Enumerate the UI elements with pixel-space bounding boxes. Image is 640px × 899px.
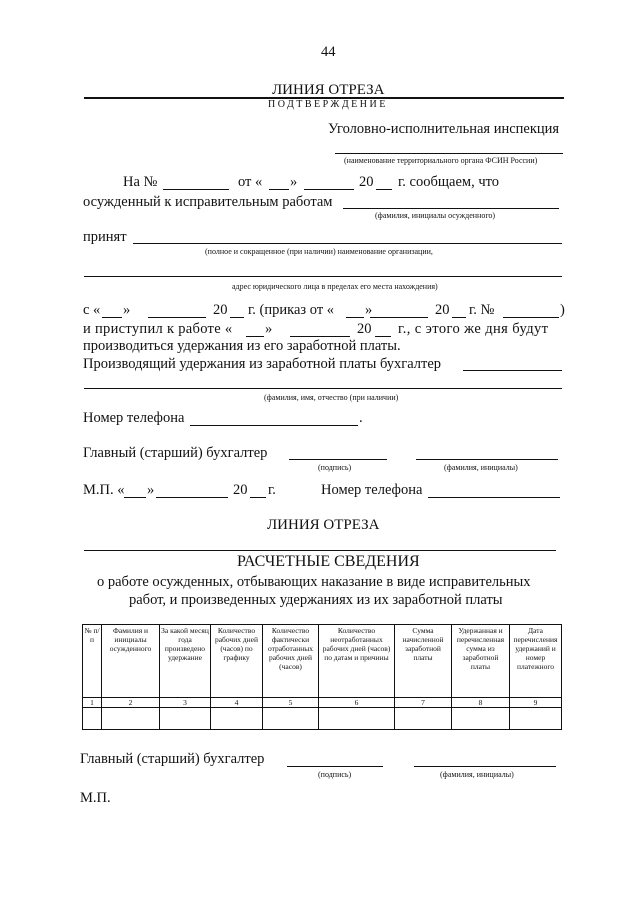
signature-caption: (подпись) bbox=[318, 463, 352, 472]
column-number: 1 bbox=[83, 698, 102, 708]
accountant-name-caption: (фамилия, имя, отчество (при наличии) bbox=[264, 393, 399, 402]
organization-field[interactable] bbox=[133, 243, 562, 244]
na-number-label: На № bbox=[123, 174, 158, 190]
started-work-text: и приступил к работе « bbox=[83, 321, 233, 337]
cut-line-divider-2 bbox=[84, 550, 556, 551]
day-field[interactable] bbox=[269, 189, 289, 190]
column-number: 2 bbox=[102, 698, 160, 708]
phone-dot: . bbox=[359, 410, 363, 426]
table-cell[interactable] bbox=[83, 708, 102, 730]
order-number-field[interactable] bbox=[503, 317, 559, 318]
table-header-row bbox=[83, 625, 562, 698]
header-cell: Удержанная и перечисленная сумма из заработной платы bbox=[452, 625, 510, 698]
table-cell[interactable] bbox=[395, 708, 452, 730]
mp-day-field[interactable] bbox=[124, 497, 146, 498]
chief-accountant-label-2: Главный (старший) бухгалтер bbox=[80, 751, 265, 767]
table-cell[interactable] bbox=[510, 708, 562, 730]
work-start-month-field[interactable] bbox=[290, 336, 350, 337]
mp-year-field[interactable] bbox=[250, 497, 266, 498]
page-number: 44 bbox=[321, 44, 336, 60]
calc-title: РАСЧЕТНЫЕ СВЕДЕНИЯ bbox=[237, 553, 420, 570]
column-number: 5 bbox=[263, 698, 319, 708]
header-cell: № п/п bbox=[83, 625, 102, 698]
signature-caption-2: (подпись) bbox=[318, 770, 352, 779]
table-row[interactable] bbox=[83, 708, 562, 730]
convict-name-field[interactable] bbox=[343, 208, 559, 209]
column-number: 6 bbox=[319, 698, 395, 708]
deductions-text: производиться удержания из его заработной платы. bbox=[83, 338, 401, 354]
column-number: 9 bbox=[510, 698, 562, 708]
initials-caption: (фамилия, инициалы) bbox=[444, 463, 518, 472]
header-cell: За какой месяц года произведено удержание bbox=[160, 625, 211, 698]
phone-label-2: Номер телефона bbox=[321, 482, 423, 498]
calc-subtitle-2: работ, и произведенных удержаниях из их заработной платы bbox=[129, 592, 503, 608]
year-prefix-3: 20 bbox=[435, 302, 450, 318]
organization-caption: (полное и сокращенное (при наличии) наименование организации, bbox=[205, 247, 433, 256]
accountant-field-2[interactable] bbox=[84, 388, 562, 389]
header-cell: Количество фактически отработанных рабочих дней (часов) bbox=[263, 625, 319, 698]
table-number-row bbox=[83, 698, 562, 708]
mp-date-label: М.П. « bbox=[83, 482, 125, 498]
table-cell[interactable] bbox=[319, 708, 395, 730]
order-year-field[interactable] bbox=[452, 317, 466, 318]
table-cell[interactable] bbox=[102, 708, 160, 730]
accepted-label: принят bbox=[83, 229, 127, 245]
initials-caption-2: (фамилия, инициалы) bbox=[440, 770, 514, 779]
quote-close-3: » bbox=[365, 302, 373, 318]
header-cell: Фамилия и инициалы осужденного bbox=[102, 625, 160, 698]
convict-name-caption: (фамилия, инициалы осужденного) bbox=[375, 211, 496, 220]
month-field[interactable] bbox=[304, 189, 354, 190]
calc-table bbox=[82, 624, 562, 730]
year-field[interactable] bbox=[376, 189, 392, 190]
year-prefix-4: 20 bbox=[357, 321, 372, 337]
order-day-field[interactable] bbox=[346, 317, 364, 318]
start-year-field[interactable] bbox=[230, 317, 244, 318]
quote-close-2: » bbox=[123, 302, 131, 318]
convict-text: осужденный к исправительным работам bbox=[83, 194, 333, 210]
mp-month-field[interactable] bbox=[156, 497, 228, 498]
phone-field[interactable] bbox=[190, 425, 358, 426]
confirmation-label: ПОДТВЕРЖДЕНИЕ bbox=[268, 99, 388, 110]
quote-close-4: » bbox=[265, 321, 273, 337]
phone-label: Номер телефона bbox=[83, 410, 185, 426]
header-cell: Количество рабочих дней (часов) по графику bbox=[211, 625, 263, 698]
number-field[interactable] bbox=[163, 189, 229, 190]
table-cell[interactable] bbox=[263, 708, 319, 730]
inspection-name: Уголовно-исполнительная инспекция bbox=[328, 121, 560, 137]
order-month-field[interactable] bbox=[370, 317, 428, 318]
start-day-field[interactable] bbox=[102, 317, 122, 318]
order-number-label: г. № bbox=[469, 302, 495, 318]
from-label: от « bbox=[238, 174, 263, 190]
start-month-field[interactable] bbox=[148, 317, 206, 318]
work-start-day-field[interactable] bbox=[246, 336, 264, 337]
column-number: 8 bbox=[452, 698, 510, 708]
quote-close: » bbox=[290, 174, 298, 190]
chief-name-field[interactable] bbox=[416, 459, 558, 460]
chief-name-field-2[interactable] bbox=[414, 766, 556, 767]
quote-close-5: » bbox=[147, 482, 155, 498]
table-cell[interactable] bbox=[452, 708, 510, 730]
year-prefix-5: 20 bbox=[233, 482, 248, 498]
table-cell[interactable] bbox=[160, 708, 211, 730]
paren-close: ) bbox=[560, 302, 565, 318]
phone-field-2[interactable] bbox=[428, 497, 560, 498]
cut-line-title-2: ЛИНИЯ ОТРЕЗА bbox=[267, 517, 380, 533]
accountant-field-1[interactable] bbox=[463, 370, 562, 371]
stamp-place-label: М.П. bbox=[80, 790, 111, 806]
order-date-label: г. (приказ от « bbox=[248, 302, 335, 318]
header-cell: Количество неотработанных рабочих дней (часов) по датам и причины bbox=[319, 625, 395, 698]
header-cell: Дата перечисления удержаний и номер платежного bbox=[510, 625, 562, 698]
chief-accountant-label: Главный (старший) бухгалтер bbox=[83, 445, 268, 461]
address-field[interactable] bbox=[84, 276, 562, 277]
chief-signature-field-2[interactable] bbox=[287, 766, 383, 767]
chief-signature-field[interactable] bbox=[289, 459, 387, 460]
from-this-day-text: г., с этого же дня будут bbox=[398, 321, 549, 337]
calc-subtitle-1: о работе осужденных, отбывающих наказание в виде исправительных bbox=[97, 574, 531, 590]
inform-text: г. сообщаем, что bbox=[398, 174, 500, 190]
column-number: 4 bbox=[211, 698, 263, 708]
cut-line-title: ЛИНИЯ ОТРЕЗА bbox=[272, 82, 385, 98]
year-prefix-2: 20 bbox=[213, 302, 228, 318]
accountant-line-text: Производящий удержания из заработной платы бухгалтер bbox=[83, 356, 442, 372]
work-start-year-field[interactable] bbox=[375, 336, 391, 337]
inspection-underline bbox=[335, 153, 563, 154]
from-date-label: с « bbox=[83, 302, 101, 318]
column-number: 7 bbox=[395, 698, 452, 708]
table-cell[interactable] bbox=[211, 708, 263, 730]
address-caption: адрес юридического лица в пределах его места нахождения) bbox=[232, 282, 438, 291]
header-cell: Сумма начисленной заработной платы bbox=[395, 625, 452, 698]
year-prefix: 20 bbox=[359, 174, 374, 190]
year-suffix: г. bbox=[268, 482, 276, 498]
column-number: 3 bbox=[160, 698, 211, 708]
inspection-caption: (наименование территориального органа ФСИН России) bbox=[344, 156, 538, 165]
